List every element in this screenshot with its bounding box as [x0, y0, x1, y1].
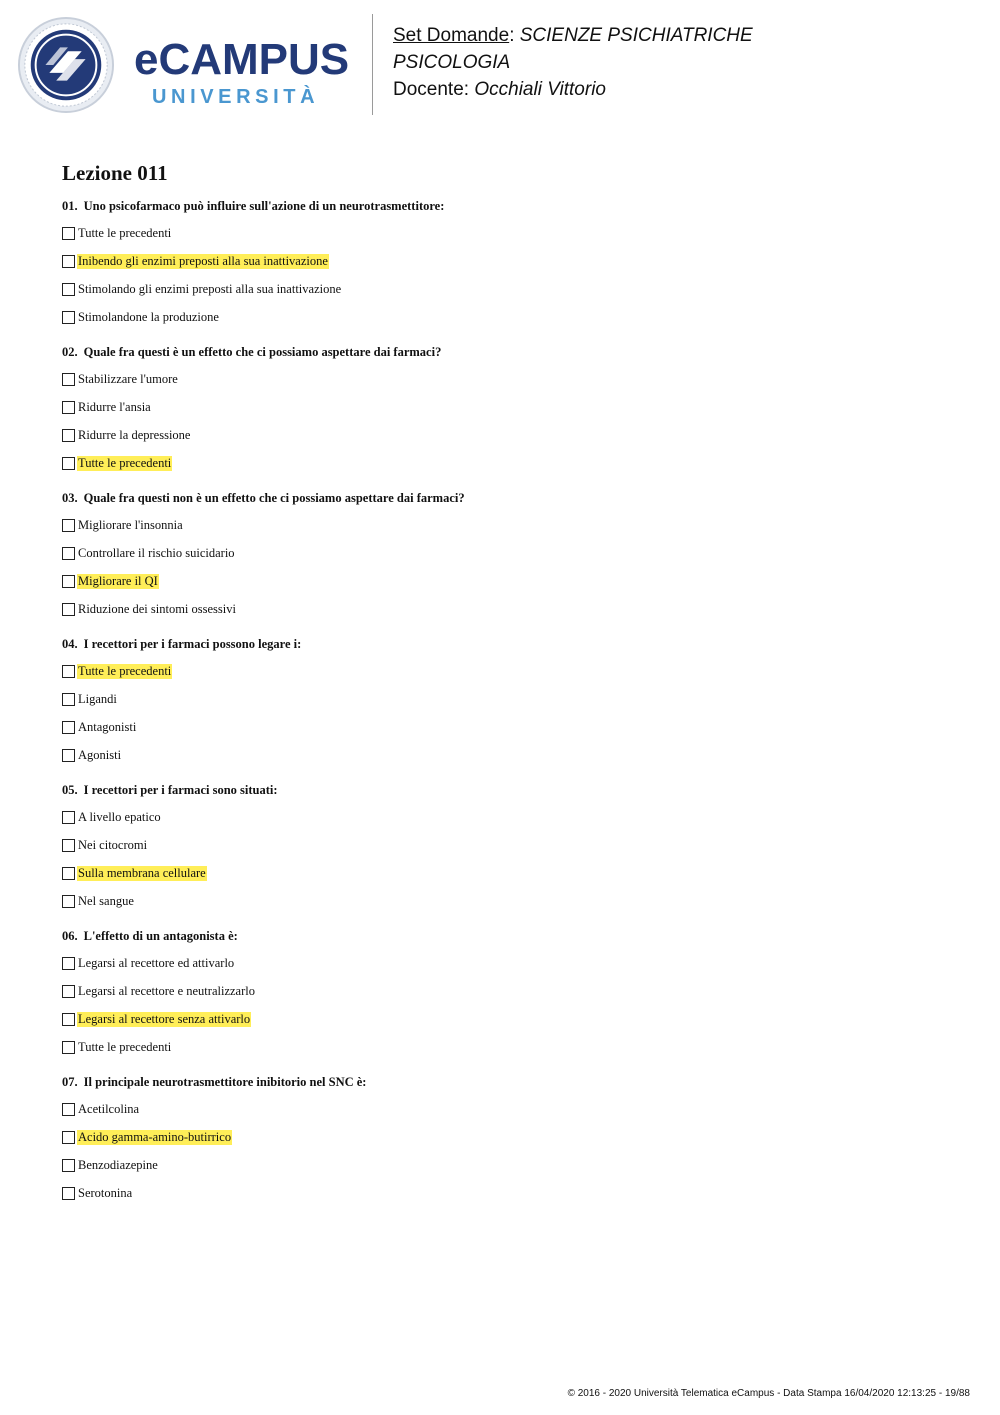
- answer-option: [62, 511, 942, 539]
- question-block: [62, 342, 942, 477]
- checkbox-icon: [62, 603, 75, 616]
- answer-text: Antagonisti: [78, 719, 137, 734]
- answer-option: [62, 859, 942, 887]
- checkbox-icon: [62, 985, 75, 998]
- answer-option: [62, 713, 942, 741]
- question-number: 04.: [62, 637, 78, 651]
- question-text: [62, 488, 942, 508]
- answer-text: Stabilizzare l'umore: [78, 371, 178, 386]
- ecampus-wordmark: [134, 35, 350, 108]
- answer-text: Ligandi: [78, 691, 117, 706]
- answer-option: [62, 1151, 942, 1179]
- checkbox-icon: [62, 867, 75, 880]
- answer-text: Legarsi al recettore e neutralizzarlo: [78, 983, 255, 998]
- checkbox-icon: [62, 373, 75, 386]
- question-block: [62, 1072, 942, 1207]
- logo-ecampus-text: eCAMPUS: [134, 35, 350, 84]
- answer-option: [62, 977, 942, 1005]
- checkbox-icon: [62, 1041, 75, 1054]
- question-label: I recettori per i farmaci possono legare i:: [83, 637, 302, 651]
- question-label: L'effetto di un antagonista è:: [83, 929, 238, 943]
- header-divider: [372, 14, 373, 115]
- question-text: [62, 780, 942, 800]
- question-text: [62, 196, 942, 216]
- answer-text: Ridurre la depressione: [78, 427, 191, 442]
- correct-answer-text: Sulla membrana cellulare: [78, 865, 206, 880]
- checkbox-icon: [62, 665, 75, 678]
- answer-text: Stimolandone la produzione: [78, 309, 219, 324]
- checkbox-icon: [62, 575, 75, 588]
- correct-answer-text: Migliorare il QI: [78, 573, 158, 588]
- answer-option: [62, 949, 942, 977]
- question-number: 06.: [62, 929, 78, 943]
- set-info: Set Domande: SCIENZE PSICHIATRICHE PSICOLOGIA Docente: Occhiali Vittorio: [393, 25, 753, 100]
- answer-text: Legarsi al recettore ed attivarlo: [78, 955, 235, 970]
- answer-text: Benzodiazepine: [78, 1157, 158, 1172]
- question-text: [62, 634, 942, 654]
- correct-answer-text: Legarsi al recettore senza attivarlo: [78, 1011, 251, 1026]
- set-label: Set Domande: [393, 25, 510, 46]
- answer-option: [62, 1005, 942, 1033]
- checkbox-icon: [62, 519, 75, 532]
- logo-universita-text: UNIVERSITÀ: [152, 86, 320, 108]
- answer-text: Nei citocromi: [78, 837, 148, 852]
- answer-text: Nel sangue: [78, 893, 134, 908]
- set-value-line2: PSICOLOGIA: [393, 52, 511, 73]
- answer-text: Serotonina: [78, 1185, 133, 1200]
- answer-text: Acetilcolina: [78, 1101, 140, 1116]
- correct-answer-text: Tutte le precedenti: [78, 663, 172, 678]
- ecampus-seal-logo: [17, 16, 115, 114]
- question-number: 07.: [62, 1075, 78, 1089]
- answer-option: [62, 831, 942, 859]
- answer-option: [62, 887, 942, 915]
- answer-text: Stimolando gli enzimi preposti alla sua inattivazione: [78, 281, 342, 296]
- answer-text: Migliorare l'insonnia: [78, 517, 183, 532]
- checkbox-icon: [62, 693, 75, 706]
- answer-option: [62, 1095, 942, 1123]
- answer-text: A livello epatico: [78, 809, 161, 824]
- answer-text: Ridurre l'ansia: [78, 399, 151, 414]
- question-number: 02.: [62, 345, 78, 359]
- checkbox-icon: [62, 1013, 75, 1026]
- answer-option: [62, 219, 942, 247]
- checkbox-icon: [62, 1187, 75, 1200]
- correct-answer-text: Tutte le precedenti: [78, 455, 172, 470]
- checkbox-icon: [62, 401, 75, 414]
- checkbox-icon: [62, 547, 75, 560]
- question-text: [62, 926, 942, 946]
- question-label: Uno psicofarmaco può influire sull'azione di un neurotrasmettitore:: [83, 199, 445, 213]
- answer-text: Controllare il rischio suicidario: [78, 545, 235, 560]
- docente-value: Occhiali Vittorio: [474, 79, 606, 100]
- checkbox-icon: [62, 895, 75, 908]
- answer-option: [62, 449, 942, 477]
- answer-option: [62, 1033, 942, 1061]
- question-block: [62, 196, 942, 331]
- answer-option: [62, 421, 942, 449]
- answer-option: [62, 1123, 942, 1151]
- answer-text: Agonisti: [78, 747, 122, 762]
- question-block: [62, 634, 942, 769]
- set-value-line1: SCIENZE PSICHIATRICHE: [519, 25, 753, 46]
- checkbox-icon: [62, 227, 75, 240]
- checkbox-icon: [62, 839, 75, 852]
- question-text: [62, 1072, 942, 1092]
- checkbox-icon: [62, 429, 75, 442]
- answer-option: [62, 275, 942, 303]
- question-list: [62, 196, 942, 1218]
- docente-label: Docente: [393, 79, 464, 100]
- answer-option: [62, 539, 942, 567]
- lesson-title: Lezione 011: [62, 161, 168, 185]
- checkbox-icon: [62, 749, 75, 762]
- answer-option: [62, 803, 942, 831]
- question-number: 03.: [62, 491, 78, 505]
- answer-option: [62, 567, 942, 595]
- question-label: I recettori per i farmaci sono situati:: [83, 783, 278, 797]
- question-block: [62, 926, 942, 1061]
- answer-option: [62, 741, 942, 769]
- question-label: Il principale neurotrasmettitore inibitorio nel SNC è:: [83, 1075, 367, 1089]
- checkbox-icon: [62, 1131, 75, 1144]
- answer-option: [62, 247, 942, 275]
- answer-text: Tutte le precedenti: [78, 225, 172, 240]
- checkbox-icon: [62, 957, 75, 970]
- answer-option: [62, 393, 942, 421]
- answer-option: [62, 657, 942, 685]
- question-label: Quale fra questi è un effetto che ci possiamo aspettare dai farmaci?: [83, 345, 442, 359]
- answer-option: [62, 1179, 942, 1207]
- answer-option: [62, 595, 942, 623]
- question-number: 05.: [62, 783, 78, 797]
- checkbox-icon: [62, 311, 75, 324]
- checkbox-icon: [62, 457, 75, 470]
- answer-text: Riduzione dei sintomi ossessivi: [78, 601, 236, 616]
- page-footer: © 2016 - 2020 Università Telematica eCampus - Data Stampa 16/04/2020 12:13:25 - 19/88: [567, 1388, 970, 1399]
- page-header: [0, 0, 1000, 130]
- answer-text: Tutte le precedenti: [78, 1039, 172, 1054]
- question-label: Quale fra questi non è un effetto che ci possiamo aspettare dai farmaci?: [83, 491, 465, 505]
- question-block: [62, 780, 942, 915]
- correct-answer-text: Acido gamma-amino-butirrico: [78, 1129, 232, 1144]
- checkbox-icon: [62, 255, 75, 268]
- checkbox-icon: [62, 811, 75, 824]
- question-number: 01.: [62, 199, 78, 213]
- answer-option: [62, 685, 942, 713]
- checkbox-icon: [62, 1103, 75, 1116]
- question-text: [62, 342, 942, 362]
- question-block: [62, 488, 942, 623]
- checkbox-icon: [62, 283, 75, 296]
- correct-answer-text: Inibendo gli enzimi preposti alla sua inattivazione: [78, 253, 328, 268]
- answer-option: [62, 365, 942, 393]
- answer-option: [62, 303, 942, 331]
- checkbox-icon: [62, 1159, 75, 1172]
- checkbox-icon: [62, 721, 75, 734]
